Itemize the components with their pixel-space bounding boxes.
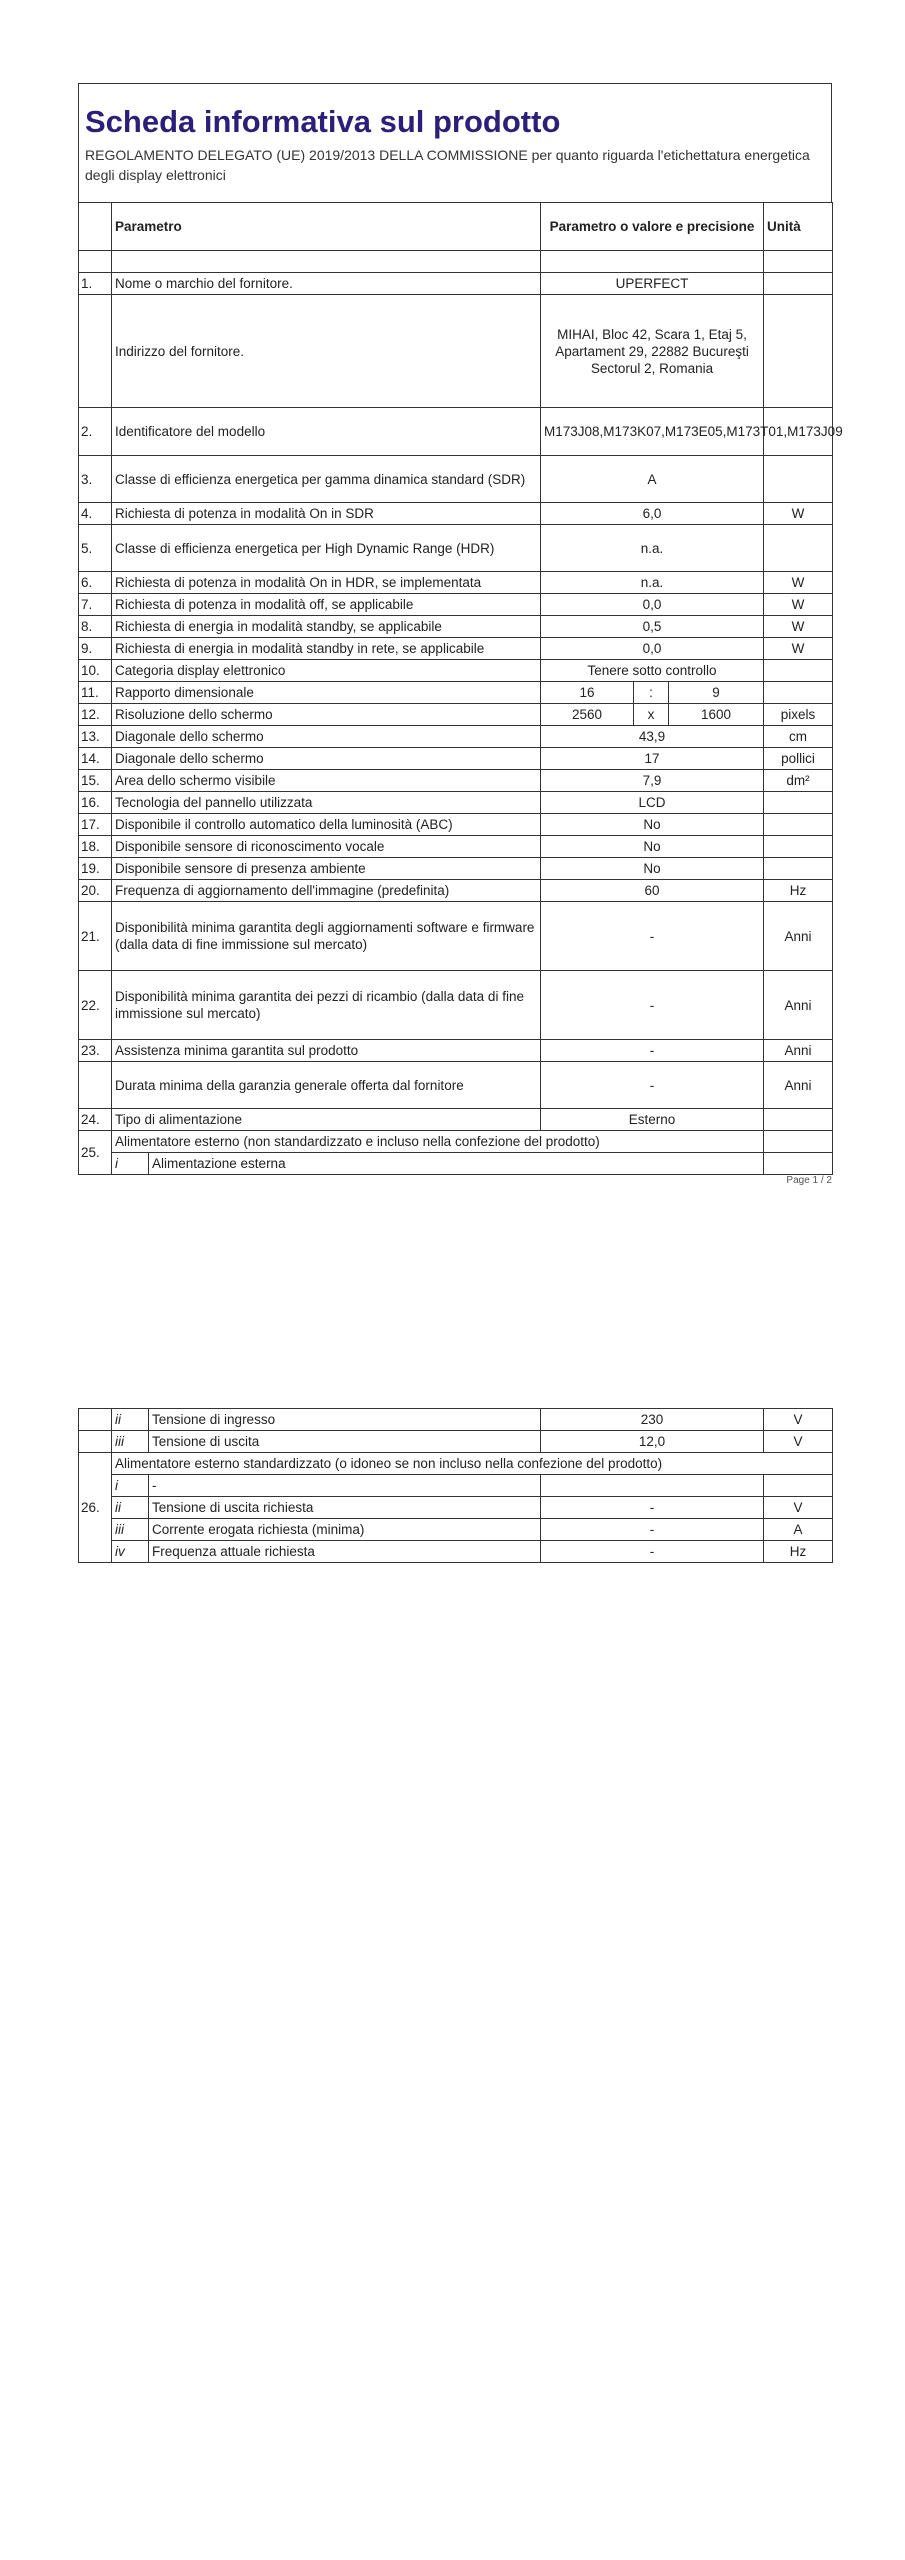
sub-label: Tensione di uscita: [149, 1431, 541, 1453]
sub-index: i: [112, 1475, 149, 1497]
row-unit: pixels: [764, 704, 833, 726]
row-value: 60: [541, 880, 764, 902]
row-unit: W: [764, 503, 833, 525]
row-unit: W: [764, 638, 833, 660]
row-number: 25.: [79, 1131, 112, 1175]
row-section-title: Alimentatore esterno (non standardizzato e incluso nella confezione del prodotto): [112, 1131, 764, 1153]
row-unit: [764, 1475, 833, 1497]
row-unit: [764, 1109, 833, 1131]
row-unit: [764, 858, 833, 880]
sub-label: Corrente erogata richiesta (minima): [149, 1519, 541, 1541]
sub-index: i: [112, 1153, 149, 1175]
row-number: 2.: [79, 408, 112, 456]
table-row: [79, 616, 833, 638]
row-number: 24.: [79, 1109, 112, 1131]
row-parameter: Richiesta di potenza in modalità On in HDR, se implementata: [112, 572, 541, 594]
sub-index: ii: [112, 1497, 149, 1519]
row-parameter: Disponibilità minima garantita degli aggiornamenti software e firmware (dalla data di fine immissione sul mercato): [112, 902, 541, 971]
table-row: [79, 273, 833, 295]
row-parameter: Diagonale dello schermo: [112, 748, 541, 770]
row-value: 7,9: [541, 770, 764, 792]
row-value: MIHAI, Bloc 42, Scara 1, Etaj 5, Apartament 29, 22882 Bucureşti Sectorul 2, Romania: [541, 295, 764, 408]
row-parameter: Diagonale dello schermo: [112, 726, 541, 748]
product-info-table: [78, 202, 843, 1175]
row-parameter: Disponibile sensore di presenza ambiente: [112, 858, 541, 880]
table-subrow: [79, 1153, 833, 1175]
row-value: -: [541, 1497, 764, 1519]
row-value: M173J08,M173K07,M173E05,M173T01,M173J09: [541, 408, 764, 456]
page-number: Page 1 / 2: [786, 1175, 832, 1186]
column-header-value: Parametro o valore e precisione: [541, 203, 764, 251]
row-parameter: Categoria display elettronico: [112, 660, 541, 682]
row-value: 0,0: [541, 638, 764, 660]
row-parameter: Nome o marchio del fornitore.: [112, 273, 541, 295]
table-row-26: [79, 1453, 833, 1475]
row-value: 43,9: [541, 726, 764, 748]
row-unit: [764, 682, 833, 704]
row-number: 10.: [79, 660, 112, 682]
table-row: [79, 408, 833, 456]
sub-label: Tensione di uscita richiesta: [149, 1497, 541, 1519]
row-value: -: [541, 1040, 764, 1062]
row-number: [79, 1409, 112, 1431]
row-number: 23.: [79, 1040, 112, 1062]
row-unit: V: [764, 1409, 833, 1431]
row-number: 26.: [79, 1453, 112, 1563]
row-value-2: 1600: [669, 704, 764, 726]
row-unit: Anni: [764, 1040, 833, 1062]
table-row: [79, 902, 833, 971]
row-number: 9.: [79, 638, 112, 660]
row-parameter: Indirizzo del fornitore.: [112, 295, 541, 408]
row-unit: W: [764, 572, 833, 594]
row-number: 13.: [79, 726, 112, 748]
row-parameter: Classe di efficienza energetica per gamma dinamica standard (SDR): [112, 456, 541, 503]
column-header-param: Parametro: [112, 203, 541, 251]
row-value: -: [541, 1062, 764, 1109]
row-value-2: 9: [669, 682, 764, 704]
row-number: 14.: [79, 748, 112, 770]
product-info-table-continued: [78, 1408, 833, 1563]
row-value: No: [541, 858, 764, 880]
row-parameter: Assistenza minima garantita sul prodotto: [112, 1040, 541, 1062]
row-unit: [764, 525, 833, 572]
row-section-title: Alimentatore esterno standardizzato (o idoneo se non incluso nella confezione del prodotto): [112, 1453, 833, 1475]
row-value: LCD: [541, 792, 764, 814]
row-value-separator: :: [634, 682, 669, 704]
table-row-25: [79, 1131, 833, 1153]
row-parameter: Rapporto dimensionale: [112, 682, 541, 704]
title-box: [78, 83, 832, 202]
row-parameter: Disponibile sensore di riconoscimento vocale: [112, 836, 541, 858]
row-unit: V: [764, 1431, 833, 1453]
sub-label: Tensione di ingresso: [149, 1409, 541, 1431]
row-number: 19.: [79, 858, 112, 880]
row-unit: Anni: [764, 971, 833, 1040]
row-parameter: Tipo di alimentazione: [112, 1109, 541, 1131]
row-value: n.a.: [541, 525, 764, 572]
row-unit: [764, 792, 833, 814]
sub-index: ii: [112, 1409, 149, 1431]
page-title: Scheda informativa sul prodotto: [85, 104, 561, 139]
row-value-1: 16: [541, 682, 634, 704]
table-row: [79, 295, 833, 408]
column-header-unit: Unità: [764, 203, 833, 251]
row-parameter: Disponibile il controllo automatico della luminosità (ABC): [112, 814, 541, 836]
row-value: No: [541, 814, 764, 836]
row-value: Tenere sotto controllo: [541, 660, 764, 682]
row-number: 8.: [79, 616, 112, 638]
row-value: 12,0: [541, 1431, 764, 1453]
row-value-separator: x: [634, 704, 669, 726]
row-value: [541, 1475, 764, 1497]
table-row: [79, 814, 833, 836]
row-unit: dm²: [764, 770, 833, 792]
row-unit: [764, 1153, 833, 1175]
row-value: -: [541, 1541, 764, 1563]
table-row: [79, 682, 833, 704]
regulation-subtitle: REGOLAMENTO DELEGATO (UE) 2019/2013 DELLA COMMISSIONE per quanto riguarda l'etichettatura energetica degli display elettronici: [85, 147, 810, 183]
sub-index: iii: [112, 1519, 149, 1541]
row-number: 6.: [79, 572, 112, 594]
row-number: 15.: [79, 770, 112, 792]
row-number: [79, 1062, 112, 1109]
row-parameter: Richiesta di energia in modalità standby in rete, se applicabile: [112, 638, 541, 660]
row-unit: [764, 456, 833, 503]
row-unit: [764, 295, 833, 408]
table-spacer-row: [79, 251, 833, 273]
row-unit: W: [764, 616, 833, 638]
row-unit: Anni: [764, 1062, 833, 1109]
row-value: -: [541, 971, 764, 1040]
table-row: [79, 858, 833, 880]
row-unit: [764, 273, 833, 295]
row-number: 11.: [79, 682, 112, 704]
row-parameter: Risoluzione dello schermo: [112, 704, 541, 726]
row-number: 21.: [79, 902, 112, 971]
row-number: 1.: [79, 273, 112, 295]
table-row: [79, 1040, 833, 1062]
table-row: [79, 503, 833, 525]
row-value: A: [541, 456, 764, 503]
table-row: [79, 770, 833, 792]
table-row: [79, 792, 833, 814]
table-row: [79, 971, 833, 1040]
row-value: Esterno: [541, 1109, 764, 1131]
page-1: [78, 83, 843, 1186]
row-value: -: [541, 1519, 764, 1541]
row-unit: Anni: [764, 902, 833, 971]
row-parameter: Durata minima della garanzia generale offerta dal fornitore: [112, 1062, 541, 1109]
table-row: [79, 572, 833, 594]
sub-label: -: [149, 1475, 541, 1497]
row-number: 18.: [79, 836, 112, 858]
row-value: 0,5: [541, 616, 764, 638]
page-2: [78, 1408, 832, 1563]
table-row: [79, 1062, 833, 1109]
row-parameter: Classe di efficienza energetica per High Dynamic Range (HDR): [112, 525, 541, 572]
row-value: 0,0: [541, 594, 764, 616]
row-unit: [764, 836, 833, 858]
table-row: [79, 836, 833, 858]
table-row: [79, 880, 833, 902]
row-parameter: Area dello schermo visibile: [112, 770, 541, 792]
table-row: [79, 525, 833, 572]
sub-label: Alimentazione esterna: [149, 1153, 764, 1175]
row-number: 17.: [79, 814, 112, 836]
row-number: [79, 295, 112, 408]
table-row: [79, 660, 833, 682]
row-unit: Hz: [764, 880, 833, 902]
row-number: [79, 1431, 112, 1453]
row-value: n.a.: [541, 572, 764, 594]
row-number: 7.: [79, 594, 112, 616]
row-unit: A: [764, 1519, 833, 1541]
table-row: [79, 456, 833, 503]
row-parameter: Tecnologia del pannello utilizzata: [112, 792, 541, 814]
row-number: 20.: [79, 880, 112, 902]
row-number: 3.: [79, 456, 112, 503]
table-subrow: [79, 1541, 833, 1563]
table-row: [79, 594, 833, 616]
row-unit: pollici: [764, 748, 833, 770]
table-subrow: [79, 1497, 833, 1519]
row-value: 230: [541, 1409, 764, 1431]
row-value: No: [541, 836, 764, 858]
row-unit: [764, 814, 833, 836]
table-row: [79, 704, 833, 726]
row-number: 4.: [79, 503, 112, 525]
row-value: -: [541, 902, 764, 971]
sub-index: iii: [112, 1431, 149, 1453]
row-parameter: Disponibilità minima garantita dei pezzi di ricambio (dalla data di fine immissione sul mercato): [112, 971, 541, 1040]
sub-index: iv: [112, 1541, 149, 1563]
table-subrow: [79, 1431, 833, 1453]
row-parameter: Richiesta di potenza in modalità On in SDR: [112, 503, 541, 525]
row-value: 6,0: [541, 503, 764, 525]
table-row: [79, 1109, 833, 1131]
row-unit: [764, 1131, 833, 1153]
table-row: [79, 748, 833, 770]
row-parameter: Richiesta di energia in modalità standby, se applicabile: [112, 616, 541, 638]
row-number: 22.: [79, 971, 112, 1040]
row-unit: [764, 660, 833, 682]
table-subrow: [79, 1519, 833, 1541]
row-unit: Hz: [764, 1541, 833, 1563]
row-number: 5.: [79, 525, 112, 572]
row-value: 17: [541, 748, 764, 770]
row-unit: cm: [764, 726, 833, 748]
row-value: UPERFECT: [541, 273, 764, 295]
row-parameter: Richiesta di potenza in modalità off, se applicabile: [112, 594, 541, 616]
row-unit: V: [764, 1497, 833, 1519]
table-row: [79, 726, 833, 748]
row-unit: W: [764, 594, 833, 616]
table-row: [79, 638, 833, 660]
row-parameter: Identificatore del modello: [112, 408, 541, 456]
table-subrow: [79, 1409, 833, 1431]
sub-label: Frequenza attuale richiesta: [149, 1541, 541, 1563]
row-number: 16.: [79, 792, 112, 814]
table-subrow: [79, 1475, 833, 1497]
row-parameter: Frequenza di aggiornamento dell'immagine (predefinita): [112, 880, 541, 902]
row-value-1: 2560: [541, 704, 634, 726]
row-number: 12.: [79, 704, 112, 726]
table-header-row: [79, 203, 833, 251]
